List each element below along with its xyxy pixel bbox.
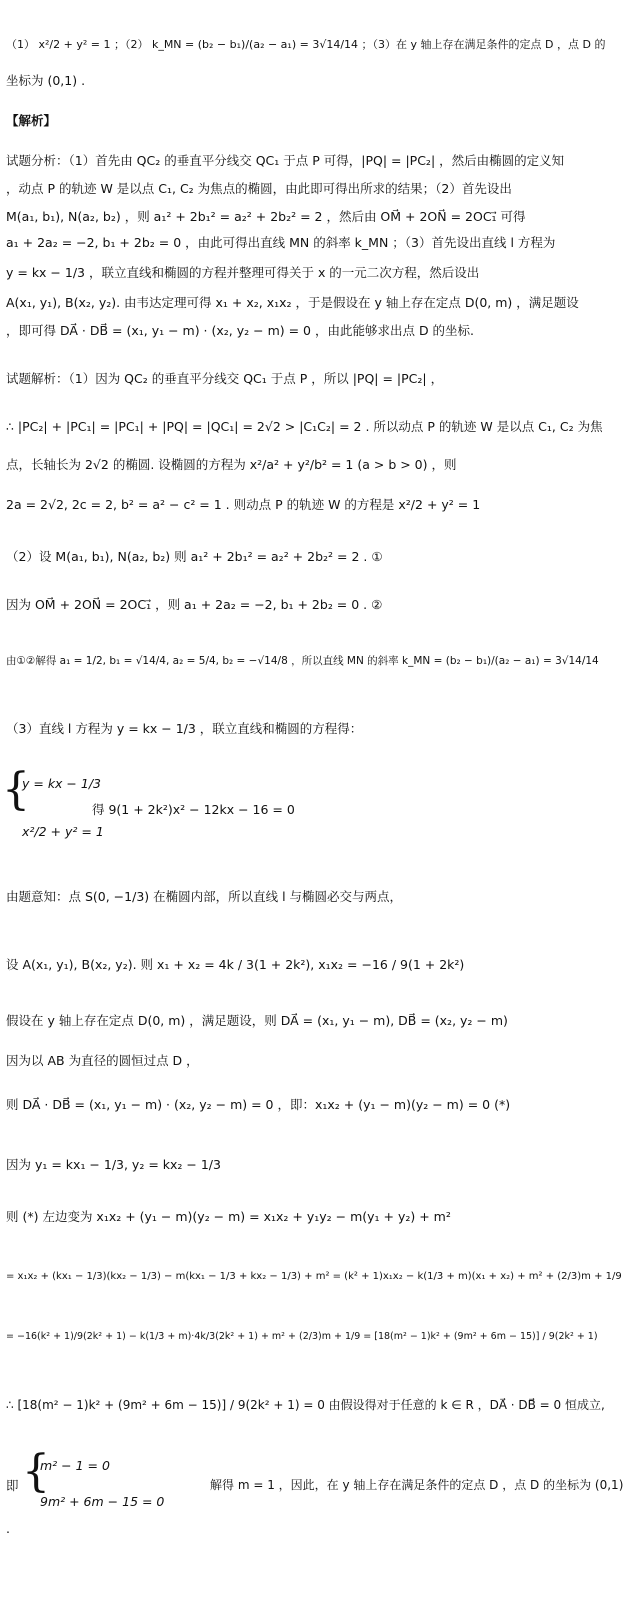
system-result-1: 得 9(1 + 2k²)x² − 12kx − 16 = 0 xyxy=(92,802,295,817)
final-period: . xyxy=(6,1521,10,1536)
analysis-line-5: y = kx − 1/3 ，联立直线和椭圆的方程并整理可得关于 x 的一元二次方程，然后设出 xyxy=(6,265,480,280)
solution-line-18: = −16(k² + 1)/9(2k² + 1) − k(1/3 + m)·4k/3(2k² + 1) + m² + (2/3)m + 1/9 = [18(m² − 1)k² + (9m² + 6m − 15)] / 9(2k² + 1) xyxy=(6,1331,598,1342)
solution-line-13: 因为以 AB 为直径的圆恒过点 D ， xyxy=(6,1053,199,1068)
solution-line-15: 因为 y₁ = kx₁ − 1/3, y₂ = kx₂ − 1/3 xyxy=(6,1157,221,1172)
solution-line-2: ∴ |PC₂| + |PC₁| = |PC₁| + |PQ| = |QC₁| = 2√2 > |C₁C₂| = 2 . 所以动点 P 的轨迹 W 是以点 C₁, C₂ 为焦 xyxy=(6,419,603,434)
solution-line-12: 假设在 y 轴上存在定点 D(0, m) ，满足题设，则 DA⃗ = (x₁, y₁ − m), DB⃗ = (x₂, y₂ − m) xyxy=(6,1013,508,1028)
system-eq-2a: m² − 1 = 0 xyxy=(40,1458,110,1473)
analysis-line-7: ，即可得 DA⃗ · DB⃗ = (x₁, y₁ − m) · (x₂, y₂ − m) = 0 ，由此能够求出点 D 的坐标. xyxy=(6,323,475,338)
solution-line-8: （3）直线 l 方程为 y = kx − 1/3 ，联立直线和椭圆的方程得： xyxy=(6,721,363,736)
system-eq-1b: x²/2 + y² = 1 xyxy=(22,824,104,839)
analysis-line-3: M(a₁, b₁), N(a₂, b₂) ，则 a₁² + 2b₁² = a₂² + 2b₂² = 2 ，然后由 OM⃗ + 2ON⃗ = 2OC₁⃗ 可得 xyxy=(6,209,526,224)
solution-line-1: 试题解析：（1）因为 QC₂ 的垂直平分线交 QC₁ 于点 P ，所以 |PQ| = |PC₂| ， xyxy=(6,371,444,386)
answer-line-2: 坐标为 (0,1) . xyxy=(6,73,86,88)
solution-line-6: 因为 OM⃗ + 2ON⃗ = 2OC₁⃗ ，则 a₁ + 2a₂ = −2, b₁ + 2b₂ = 0 . ② xyxy=(6,597,383,612)
analysis-line-1: 试题分析：（1）首先由 QC₂ 的垂直平分线交 QC₁ 于点 P 可得，|PQ| = |PC₂| ，然后由椭圆的定义知 xyxy=(6,153,565,168)
final-prefix: 即 xyxy=(6,1478,19,1493)
solution-line-10: 由题意知：点 S(0, −1/3) 在椭圆内部，所以直线 l 与椭圆必交与两点， xyxy=(6,889,403,904)
analysis-line-2: ，动点 P 的轨迹 W 是以点 C₁, C₂ 为焦点的椭圆，由此即可得出所求的结果；（2）首先设出 xyxy=(6,181,512,196)
answer-line-1: （1） x²/2 + y² = 1 ；（2） k_MN = (b₂ − b₁)/(a₂ − a₁) = 3√14/14 ；（3）在 y 轴上存在满足条件的定点 D ，点 D 的 xyxy=(6,38,606,51)
solution-line-16: 则 (*) 左边变为 x₁x₂ + (y₁ − m)(y₂ − m) = x₁x₂ + y₁y₂ − m(y₁ + y₂) + m² xyxy=(6,1209,451,1224)
system-brace-1: { xyxy=(2,764,30,815)
solution-line-17: = x₁x₂ + (kx₁ − 1/3)(kx₂ − 1/3) − m(kx₁ − 1/3 + kx₂ − 1/3) + m² = (k² + 1)x₁x₂ − k(1/3 + m)(x₁ + x₂) + m² + (2/3)m + 1/9 xyxy=(6,1271,622,1282)
system-eq-2b: 9m² + 6m − 15 = 0 xyxy=(40,1494,165,1509)
solution-line-19: ∴ [18(m² − 1)k² + (9m² + 6m − 15)] / 9(2k² + 1) = 0 由假设得对于任意的 k ∈ R ，DA⃗ · DB⃗ = 0 恒成立, xyxy=(6,1398,605,1412)
solution-line-4: 2a = 2√2, 2c = 2, b² = a² − c² = 1 . 则动点 P 的轨迹 W 的方程是 x²/2 + y² = 1 xyxy=(6,497,481,512)
analysis-line-6: A(x₁, y₁), B(x₂, y₂). 由韦达定理可得 x₁ + x₂, x₁x₂ ，于是假设在 y 轴上存在定点 D(0, m) ，满足题设 xyxy=(6,295,579,310)
final-conclusion: 解得 m = 1 ，因此，在 y 轴上存在满足条件的定点 D ，点 D 的坐标为 (0,1) xyxy=(210,1478,624,1492)
analysis-header: 【解析】 xyxy=(6,113,57,128)
analysis-line-4: a₁ + 2a₂ = −2, b₁ + 2b₂ = 0 ，由此可得出直线 MN 的斜率 k_MN ；（3）首先设出直线 l 方程为 xyxy=(6,235,556,250)
solution-line-3: 点，长轴长为 2√2 的椭圆. 设椭圆的方程为 x²/a² + y²/b² = 1 (a > b > 0) ，则 xyxy=(6,457,457,472)
solution-line-5: （2）设 M(a₁, b₁), N(a₂, b₂) 则 a₁² + 2b₁² = a₂² + 2b₂² = 2 . ① xyxy=(6,549,383,564)
solution-line-7: 由①②解得 a₁ = 1/2, b₁ = √14/4, a₂ = 5/4, b₂ = −√14/8 ，所以直线 MN 的斜率 k_MN = (b₂ − b₁)/(a₂ − a₁) = 3√14/14 xyxy=(6,655,599,667)
solution-line-11: 设 A(x₁, y₁), B(x₂, y₂). 则 x₁ + x₂ = 4k / 3(1 + 2k²), x₁x₂ = −16 / 9(1 + 2k²) xyxy=(6,957,465,972)
system-brace-2: { xyxy=(22,1446,50,1497)
system-eq-1a: y = kx − 1/3 xyxy=(22,776,101,791)
solution-line-14: 则 DA⃗ · DB⃗ = (x₁, y₁ − m) · (x₂, y₂ − m) = 0 ，即：x₁x₂ + (y₁ − m)(y₂ − m) = 0 (*) xyxy=(6,1097,511,1112)
